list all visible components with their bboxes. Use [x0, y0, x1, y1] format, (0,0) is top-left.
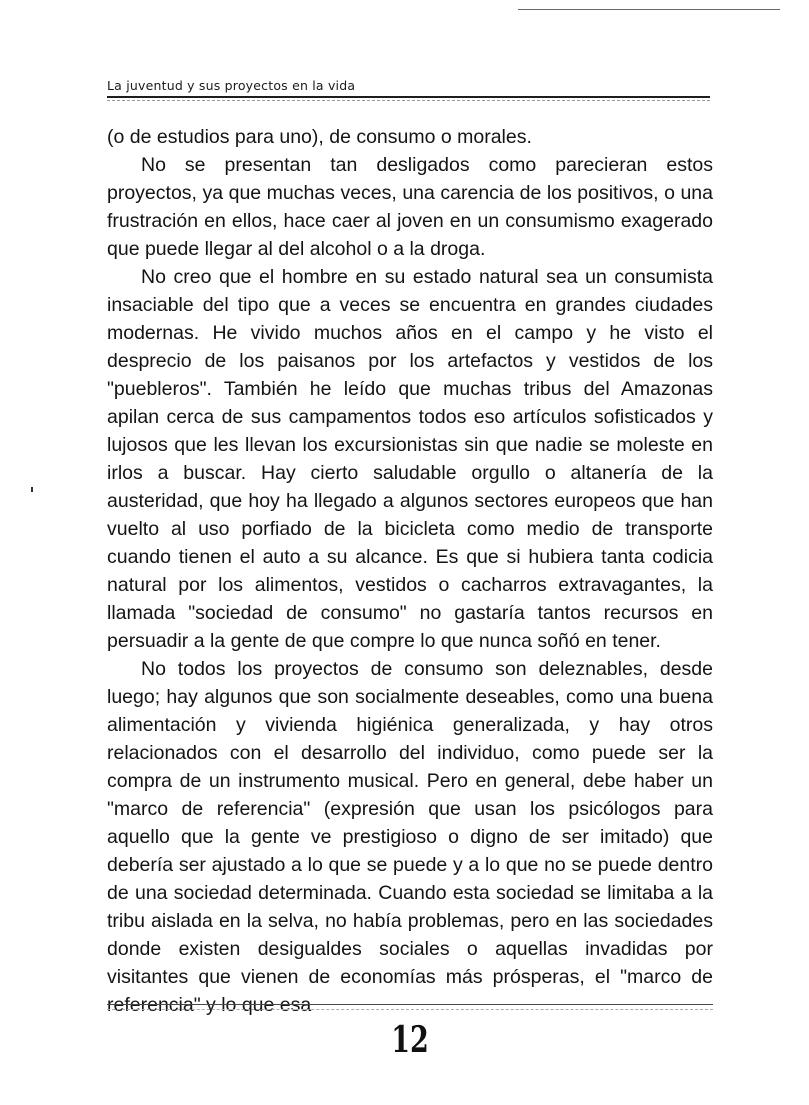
header-rule [107, 96, 710, 98]
paragraph-continuation: (o de estudios para uno), de consumo o morales. [107, 126, 532, 148]
body-text [107, 123, 713, 1019]
footer-rule [107, 1004, 713, 1005]
page-number: 12 [391, 1019, 429, 1061]
margin-mark [31, 487, 33, 492]
running-title: La juventud y sus proyectos en la vida [107, 78, 356, 93]
paragraph: No se presentan tan desligados como parecieran estos proyectos, ya que muchas veces, una carencia de los positivos, o una frustración en ellos, hace caer al joven en un consumismo exagerado que puede llegar al del alcohol o a la droga. [107, 154, 713, 260]
footer-rule-secondary [107, 1009, 713, 1010]
top-edge-rule [518, 9, 780, 10]
paragraph: No creo que el hombre en su estado natural sea un consumista insaciable del tipo que a veces se encuentra en grandes ciudades modernas. He vivido muchos años en el campo y he visto el desprecio de los paisanos por los artefactos y vestidos de los "puebleros". También he leído que muchas tribus del Amazonas apilan cerca de sus campamentos todos eso artículos sofisticados y lujosos que les llevan los excursionistas sin que nadie se moleste en irlos a buscar. Hay cierto saludable orgullo o altanería de la austeridad, que hoy ha llegado a algunos sectores europeos que han vuelto al uso porfiado de la bicicleta como medio de transporte cuando tienen el auto a su alcance. Es que si hubiera tanta codicia natural por los alimentos, vestidos o cacharros extravagantes, la llamada "sociedad de consumo" no gastaría tantos recursos en persuadir a la gente de que compre lo que nunca soñó en tener. [107, 266, 713, 652]
header-rule-secondary [107, 100, 710, 101]
paragraph: No todos los proyectos de consumo son deleznables, desde luego; hay algunos que son socialmente deseables, como una buena alimentación y vivienda higiénica generalizada, y hay otros relacionados con el desarrollo del individuo, como puede ser la compra de un instrumento musical. Pero en general, debe haber un "marco de referencia" (expresión que usan los psicólogos para aquello que la gente ve prestigioso o digno de ser imitado) que debería ser ajustado a lo que se puede y a lo que no se puede dentro de una sociedad determinada. Cuando esta sociedad se limitaba a la tribu aislada en la selva, no había problemas, pero en las sociedades donde existen desigualdes sociales o aquellas invadidas por visitantes que vienen de economías más prósperas, el "marco de referencia" y lo que esa [107, 658, 713, 1016]
running-header [107, 78, 710, 101]
